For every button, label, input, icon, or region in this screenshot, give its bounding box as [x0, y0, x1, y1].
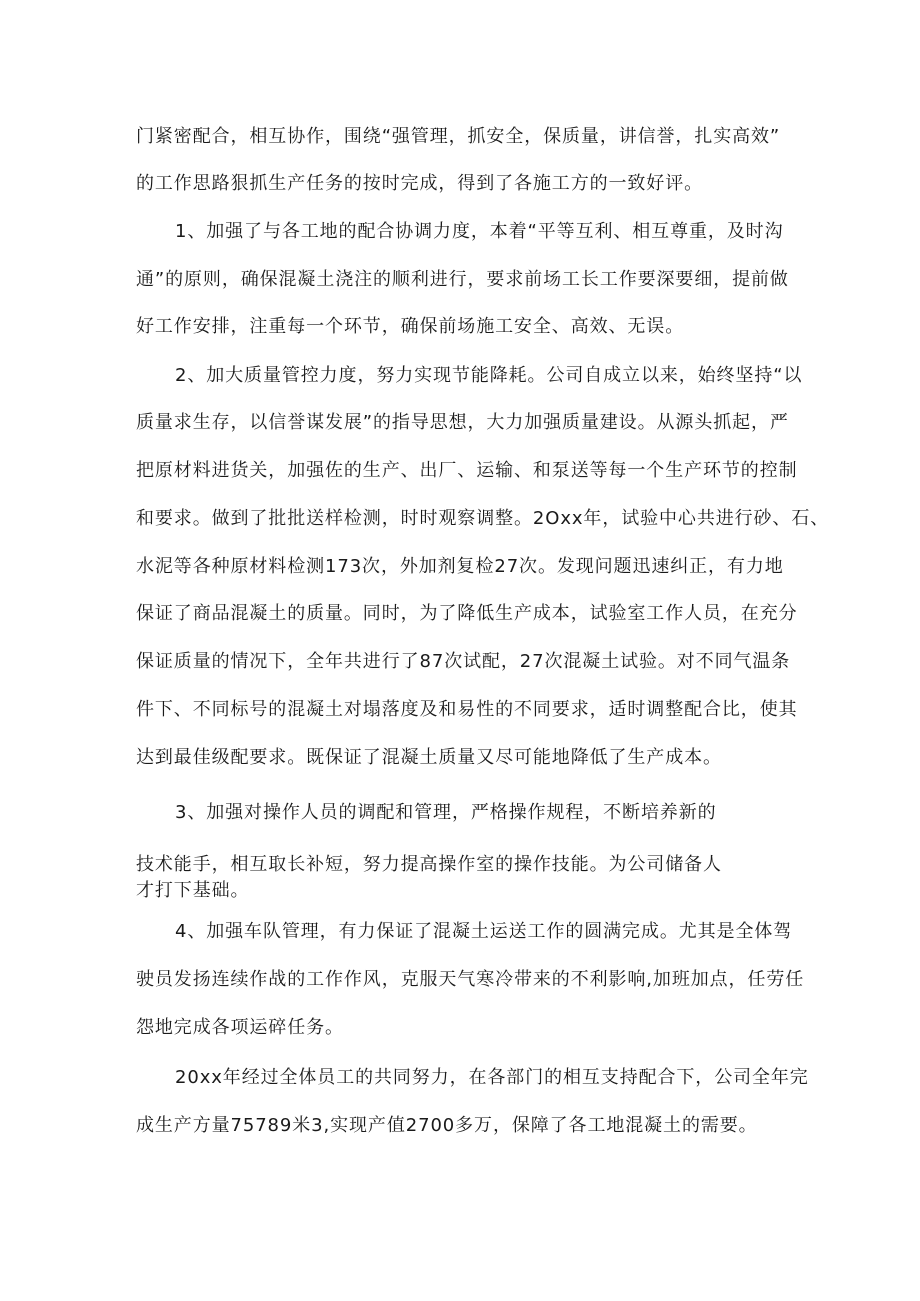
paragraph-5-start: 20xx年经过全体员工的共同努力，在各部门的相互支持配合下，公司全年完: [175, 1067, 809, 1088]
text-line: 好工作安排，注重每一个环节，确保前场施工安全、高效、无误。: [136, 316, 685, 337]
text-line: 成生产方量75789米3,实现产值2700多万，保障了各工地混凝土的需要。: [136, 1115, 758, 1136]
paragraph-2-start: 2、加大质量管控力度，努力实现节能降耗。公司自成立以来，始终坚持“以: [175, 365, 803, 386]
text-line: 的工作思路狠抓生产任务的按时完成，得到了各施工方的一致好评。: [136, 173, 703, 194]
paragraph-4-start: 4、加强车队管理，有力保证了混凝土运送工作的圆满完成。尤其是全体驾: [175, 921, 793, 942]
paragraph-3-start: 3、加强对操作人员的调配和管理，严格操作规程，不断培养新的: [175, 802, 717, 823]
text-line: 水泥等各种原材料检测173次，外加剂复检27次。发现问题迅速纠正，有力地: [136, 556, 784, 577]
text-line: 通”的原则，确保混凝土浇注的顺利进行，要求前场工长工作要深要细，提前做: [136, 269, 789, 290]
text-line: 和要求。做到了批批送样检测，时时观察调整。2Oxx年，试验中心共进行砂、石、: [136, 508, 830, 529]
text-line: 驶员发扬连续作战的工作作风，克服天气寒冷带来的不利影响,加班加点，任劳任: [136, 969, 805, 990]
text-line: 把原材料进货关，加强佐的生产、出厂、运输、和泵送等每一个生产环节的控制: [136, 460, 798, 481]
text-line: 门紧密配合，相互协作，围绕“强管理，抓安全，保质量，讲信誉，扎实高效”: [136, 126, 781, 147]
text-line: 技术能手，相互取长补短，努力提高操作室的操作技能。为公司储备人: [136, 854, 722, 875]
text-line: 件下、不同标号的混凝土对塌落度及和易性的不同要求，适时调整配合比，使其: [136, 699, 798, 720]
text-line: 达到最佳级配要求。既保证了混凝土质量又尽可能地降低了生产成本。: [136, 747, 722, 768]
text-line: 怨地完成各项运碎任务。: [136, 1017, 344, 1038]
text-line: 才打下基础。: [136, 880, 250, 901]
text-line: 质量求生存，以信誉谋发展”的指导思想，大力加强质量建设。从源头抓起，严: [136, 412, 789, 433]
text-line: 保证质量的情况下，全年共进行了87次试配，27次混凝土试验。对不同气温条: [136, 651, 791, 672]
paragraph-1-start: 1、加强了与各工地的配合协调力度，本着“平等互利、相互尊重，及时沟: [175, 221, 784, 242]
text-line: 保证了商品混凝土的质量。同时，为了降低生产成本，试验室工作人员，在充分: [136, 603, 798, 624]
